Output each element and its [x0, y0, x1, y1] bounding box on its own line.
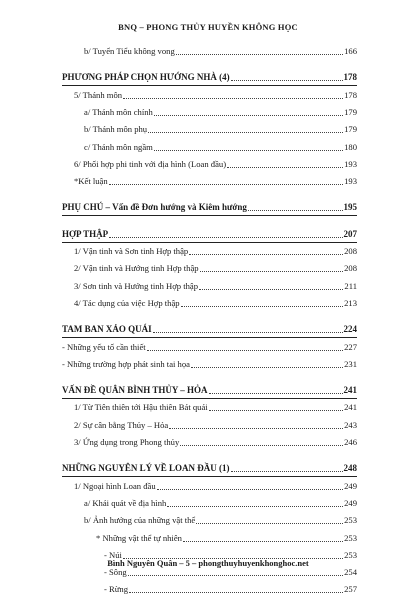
toc-entry-title: 3/ Ứng dụng trong Phong thủy	[74, 437, 180, 447]
toc-section-heading	[62, 229, 357, 240]
toc-dot-leader	[157, 488, 343, 490]
toc-dot-leader	[154, 149, 343, 151]
toc-dot-leader	[196, 522, 343, 524]
toc-dot-leader	[180, 444, 343, 446]
toc-page-number: 211	[344, 280, 357, 291]
toc-dot-leader	[209, 392, 343, 394]
toc-dot-leader	[176, 53, 343, 55]
toc-entry	[84, 515, 357, 526]
toc-page-number: 257	[344, 584, 357, 595]
toc-entry-title: b/ Thánh môn phụ	[84, 124, 148, 135]
toc-dot-leader	[123, 97, 343, 99]
toc-entry	[62, 359, 357, 370]
toc-dot-leader	[231, 79, 343, 81]
toc-dot-leader	[231, 470, 343, 472]
toc-page-number: 253	[344, 549, 357, 560]
toc-entry	[96, 533, 357, 544]
toc-page-number: 253	[344, 532, 357, 543]
toc-entry-title: 2/ Sự cân bằng Thủy – Hỏa	[74, 419, 169, 430]
toc-entry	[104, 567, 357, 578]
toc-entry-title: 1/ Vận tinh và Sơn tinh Hợp thập	[74, 246, 189, 256]
toc-page-number: 243	[344, 419, 357, 430]
toc-dot-leader	[227, 166, 343, 168]
toc-entry	[74, 481, 357, 492]
section-divider	[62, 85, 357, 86]
toc-entry	[74, 263, 357, 274]
toc-dot-leader	[109, 183, 343, 185]
toc-dot-leader	[109, 236, 342, 238]
toc-entry	[74, 90, 357, 101]
toc-page-number: 254	[344, 567, 357, 578]
toc-page-number: 253	[344, 515, 357, 526]
toc-section-heading	[62, 324, 357, 335]
toc-entry-title: 3/ Sơn tinh và Hướng tinh Hợp thập	[74, 280, 199, 291]
toc-entry-title: a/ Thánh môn chính	[84, 106, 153, 117]
toc-entry-title: - Những trường hợp phát sinh tai họa	[62, 358, 190, 369]
toc-page-number: 179	[344, 106, 357, 117]
toc-page-number: 179	[344, 124, 357, 135]
toc-entry	[84, 142, 357, 153]
section-divider	[62, 398, 357, 399]
section-divider	[62, 476, 357, 477]
toc-page-number: 178	[344, 89, 357, 100]
toc-page-number: 248	[343, 463, 357, 474]
toc-entry-title: 2/ Vận tinh và Hướng tinh Hợp thập	[74, 263, 199, 274]
toc-entry	[84, 46, 357, 57]
page-footer: Bình Nguyên Quân – 5 – phongthuyhuyenkhonghoc.net	[107, 558, 309, 568]
toc-entry-title: 1/ Từ Tiên thiên tới Hậu thiên Bát quái	[74, 402, 208, 413]
toc-entry-title: - Rừng	[104, 584, 128, 595]
toc-page-number: 208	[344, 263, 357, 274]
toc-page-number: 231	[344, 358, 357, 369]
toc-page-number: 249	[344, 480, 357, 491]
toc-section-heading	[62, 463, 357, 474]
toc-dot-leader	[191, 366, 343, 368]
toc-entry	[74, 176, 357, 187]
toc-entry-title: NHỮNG NGUYÊN LÝ VỀ LOAN ĐẦU (1)	[62, 463, 230, 474]
toc-entry	[84, 124, 357, 135]
toc-entry-title: *Kết luận	[74, 176, 108, 187]
toc-section-heading	[62, 202, 357, 213]
toc-entry	[74, 281, 357, 292]
toc-entry-title: HỢP THẬP	[62, 228, 109, 239]
section-divider	[62, 215, 357, 216]
toc-entry-title: TAM BAN XẢO QUÁI	[62, 324, 152, 335]
toc-dot-leader	[128, 574, 343, 576]
toc-entry	[74, 298, 357, 309]
toc-dot-leader	[148, 131, 343, 133]
toc-entry-title: a/ Khái quát về địa hình	[84, 497, 167, 508]
toc-entry-title: 6/ Phối hợp phi tinh với địa hình (Loan đầu)	[74, 158, 227, 169]
toc-section-heading	[62, 72, 357, 83]
toc-dot-leader	[167, 505, 343, 507]
toc-dot-leader	[200, 270, 344, 272]
toc-page-number: 208	[344, 246, 357, 256]
toc-page-number: 224	[343, 324, 357, 335]
toc-page-number: 246	[344, 437, 357, 447]
toc-entry-title: b/ Tuyển Tiểu không vong	[84, 46, 175, 56]
toc-dot-leader	[154, 114, 343, 116]
toc-entry-title: VẤN ĐỀ QUÂN BÌNH THỦY – HỎA	[62, 385, 208, 396]
toc-entry-title: 4/ Tác dụng của việc Hợp thập	[74, 297, 180, 308]
toc-page-number: 166	[344, 46, 357, 56]
toc-entry-title: - Những yếu tố cần thiết	[62, 341, 146, 352]
toc-section-heading	[62, 385, 357, 396]
section-divider	[62, 337, 357, 338]
toc-entry-title: * Những vật thể tự nhiên	[96, 532, 182, 543]
toc-entry	[74, 246, 357, 257]
toc-entry-title: 5/ Thánh môn	[74, 89, 123, 100]
toc-entry	[62, 342, 357, 353]
toc-entry-title: PHỤ CHÚ – Vấn đề Đơn hướng và Kiêm hướng	[62, 202, 247, 213]
section-divider	[62, 242, 357, 243]
toc-dot-leader	[183, 540, 343, 542]
toc-dot-leader	[248, 209, 343, 211]
toc-dot-leader	[129, 591, 343, 593]
toc-dot-leader	[181, 305, 344, 307]
toc-entry-title: 1/ Ngoại hình Loan đầu	[74, 480, 156, 491]
toc-entry	[104, 584, 357, 595]
toc-entry	[84, 107, 357, 118]
toc-entry-title: b/ Ảnh hưởng của những vật thể	[84, 515, 196, 526]
toc-entry	[74, 420, 357, 431]
toc-dot-leader	[209, 409, 343, 411]
toc-page-number: 178	[343, 72, 357, 83]
toc-entry-title: - Núi	[104, 549, 122, 560]
toc-dot-leader	[153, 331, 343, 333]
toc-dot-leader	[199, 288, 343, 290]
toc-dot-leader	[169, 427, 343, 429]
toc-page-number: 180	[344, 141, 357, 152]
toc-entry	[74, 159, 357, 170]
toc-page-number: 193	[344, 158, 357, 169]
toc-page-number: 249	[344, 497, 357, 508]
toc-dot-leader	[147, 349, 343, 351]
toc-page-number: 213	[344, 297, 357, 308]
toc-entry	[84, 498, 357, 509]
page-header: BNQ – PHONG THỦY HUYỀN KHÔNG HỌC	[118, 22, 298, 32]
toc-page-number: 241	[344, 402, 357, 413]
toc-entry	[74, 402, 357, 413]
toc-dot-leader	[189, 253, 343, 255]
toc-entry-title: c/ Thánh môn ngầm	[84, 141, 153, 152]
toc-page-number: 227	[344, 341, 357, 352]
toc-entry	[74, 437, 357, 448]
toc-entry-title: PHƯƠNG PHÁP CHỌN HƯỚNG NHÀ (4)	[62, 72, 230, 83]
toc-page-number: 207	[343, 228, 357, 239]
toc-page-number: 195	[343, 202, 357, 213]
toc-entry-title: - Sông	[104, 567, 127, 578]
toc-page-number: 241	[343, 385, 357, 396]
toc-page-number: 193	[344, 176, 357, 187]
